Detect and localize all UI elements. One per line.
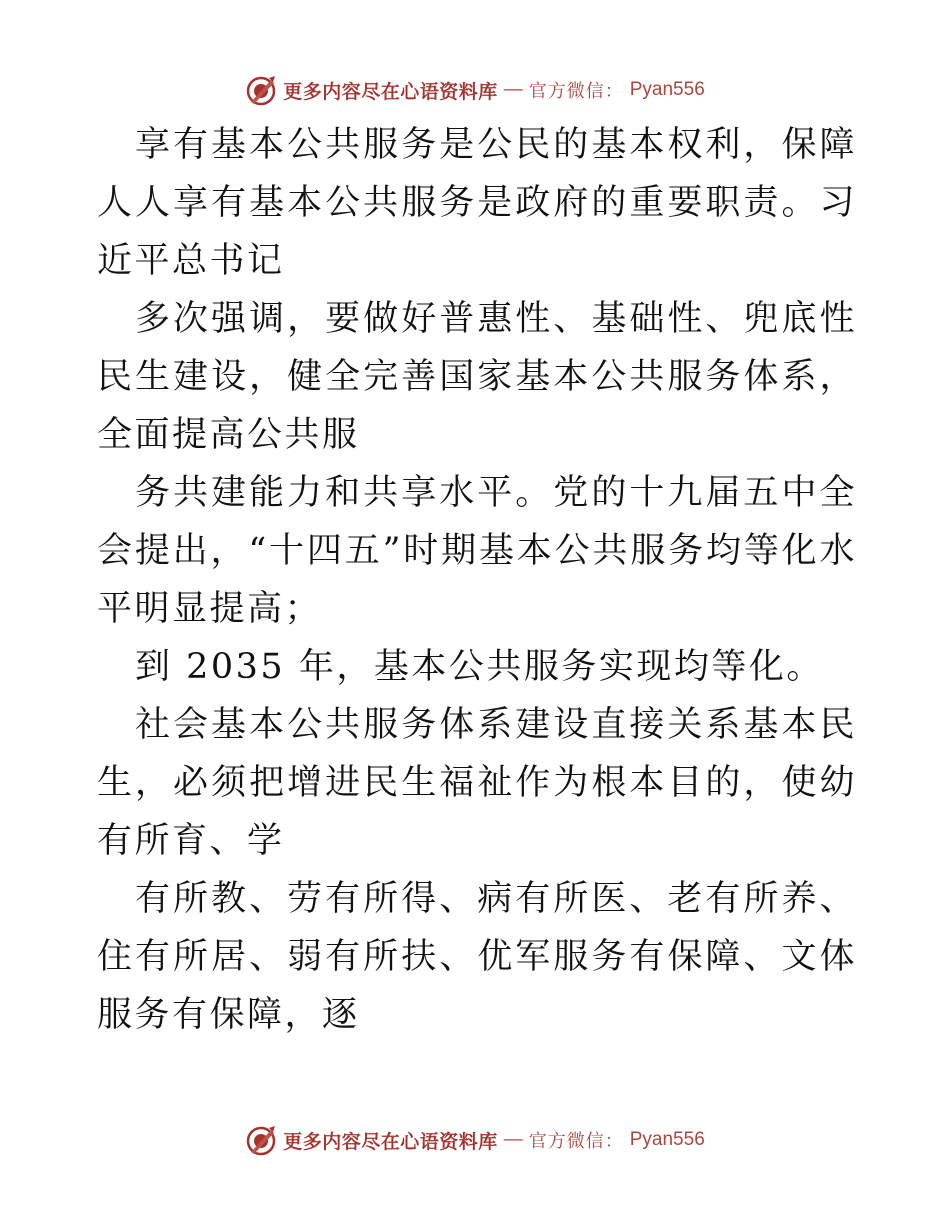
document-body (97, 116, 857, 1044)
footer-brand-text: 更多内容尽在心语资料库 (283, 1130, 498, 1153)
paragraph-2: 多次强调，要做好普惠性、基础性、兜底性民生建设，健全完善国家基本公共服务体系，全面提高公共服 (97, 299, 857, 455)
paragraph-6: 有所教、劳有所得、病有所医、老有所养、住有所居、弱有所扶、优军服务有保障、文体服务有保障，逐 (97, 879, 857, 1035)
footer-separator: — (503, 1129, 523, 1150)
quill-seal-icon (245, 74, 277, 106)
header-separator: — (503, 79, 523, 100)
header-banner (0, 72, 950, 108)
paragraph-3: 务共建能力和共享水平。党的十九届五中全会提出，“十四五”时期基本公共服务均等化水平明显提高； (97, 473, 857, 629)
paragraph-1: 享有基本公共服务是公民的基本权利，保障人人享有基本公共服务是政府的重要职责。习近平总书记 (97, 125, 857, 281)
footer-wechat-account: Pyan556 (629, 1129, 705, 1150)
footer-wechat-label: 官方微信： (528, 1131, 624, 1152)
quill-seal-icon (245, 1124, 277, 1156)
footer-banner (0, 1122, 950, 1158)
header-wechat-label: 官方微信： (528, 81, 624, 102)
header-brand-text: 更多内容尽在心语资料库 (283, 80, 498, 103)
paragraph-4: 到 2035 年，基本公共服务实现均等化。 (135, 647, 824, 687)
header-wechat-account: Pyan556 (629, 79, 705, 100)
paragraph-5: 社会基本公共服务体系建设直接关系基本民生，必须把增进民生福祉作为根本目的，使幼有所育、学 (97, 705, 857, 861)
